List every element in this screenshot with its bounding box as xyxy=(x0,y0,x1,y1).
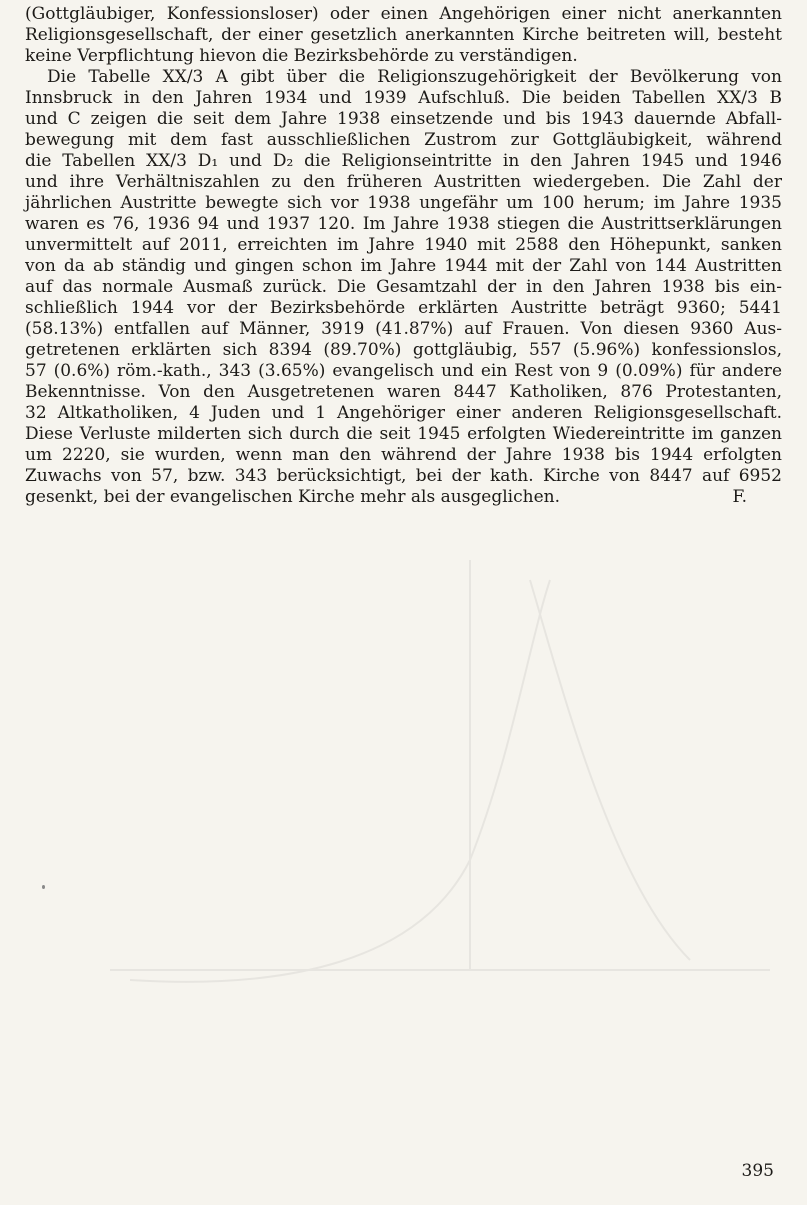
closing-line xyxy=(25,487,782,508)
text-line: die Tabellen XX/3 D₁ und D₂ die Religionseintritte in den Jahren 1945 und 1946 xyxy=(25,151,782,171)
text-line: Zuwachs von 57, bzw. 343 berücksichtigt, bei der kath. Kirche von 8447 auf 6952 xyxy=(25,466,782,486)
body-text xyxy=(25,4,782,508)
paragraph-2 xyxy=(25,67,782,508)
text-line: unvermittelt auf 2011, erreichten im Jahre 1940 mit 2588 den Höhepunkt, sanken xyxy=(25,235,782,255)
page-number: 395 xyxy=(741,1161,774,1181)
text-line: Die Tabelle XX/3 A gibt über die Religionszugehörigkeit der Bevölkerung von xyxy=(47,67,782,87)
text-line: von da ab ständig und gingen schon im Jahre 1944 mit der Zahl von 144 Austritten xyxy=(25,256,782,276)
text-line: (58.13%) entfallen auf Männer, 3919 (41.87%) auf Frauen. Von diesen 9360 Aus- xyxy=(25,319,782,339)
text-line: Innsbruck in den Jahren 1934 und 1939 Aufschluß. Die beiden Tabellen XX/3 B xyxy=(25,88,782,108)
text-line: Religionsgesellschaft, der einer gesetzlich anerkannten Kirche beitreten will, besteht xyxy=(25,25,782,45)
text-line: auf das normale Ausmaß zurück. Die Gesamtzahl der in den Jahren 1938 bis ein- xyxy=(25,277,782,297)
text-line: waren es 76, 1936 94 und 1937 120. Im Jahre 1938 stiegen die Austrittserklärungen xyxy=(25,214,782,234)
text-line: bewegung mit dem fast ausschließlichen Zustrom zur Gottgläubigkeit, während xyxy=(25,130,782,150)
text-line: 57 (0.6%) röm.-kath., 343 (3.65%) evangelisch und ein Rest von 9 (0.09%) für andere xyxy=(25,361,782,381)
text-line: (Gottgläubiger, Konfessionsloser) oder einen Angehörigen einer nicht anerkannten xyxy=(25,4,782,24)
text-line: und C zeigen die seit dem Jahre 1938 einsetzende und bis 1943 dauernde Abfall- xyxy=(25,109,782,129)
paper-speck xyxy=(42,885,45,889)
text-line: Diese Verluste milderten sich durch die seit 1945 erfolgten Wiedereintritte im ganzen xyxy=(25,424,782,444)
text-line: schließlich 1944 vor der Bezirksbehörde erklärten Austritte beträgt 9360; 5441 xyxy=(25,298,782,318)
show-through-chart-watermark xyxy=(90,560,780,1120)
text-line: jährlichen Austritte bewegte sich vor 1938 ungefähr um 100 herum; im Jahre 1935 xyxy=(25,193,782,213)
closing-text: gesenkt, bei der evangelischen Kirche mehr als ausgeglichen. xyxy=(25,487,560,507)
paragraph-1 xyxy=(25,4,782,67)
text-line: um 2220, sie wurden, wenn man den während der Jahre 1938 bis 1944 erfolgten xyxy=(25,445,782,465)
text-line: 32 Altkatholiken, 4 Juden und 1 Angehöriger einer anderen Religionsgesellschaft. xyxy=(25,403,782,423)
text-line: und ihre Verhältniszahlen zu den früheren Austritten wiedergeben. Die Zahl der xyxy=(25,172,782,192)
text-line: getretenen erklärten sich 8394 (89.70%) gottgläubig, 557 (5.96%) konfessionslos, xyxy=(25,340,782,360)
text-line: keine Verpflichtung hievon die Bezirksbehörde zu verständigen. xyxy=(25,46,578,66)
text-line: Bekenntnisse. Von den Ausgetretenen waren 8447 Katholiken, 876 Protestanten, xyxy=(25,382,782,402)
author-signature: F. xyxy=(732,487,747,507)
